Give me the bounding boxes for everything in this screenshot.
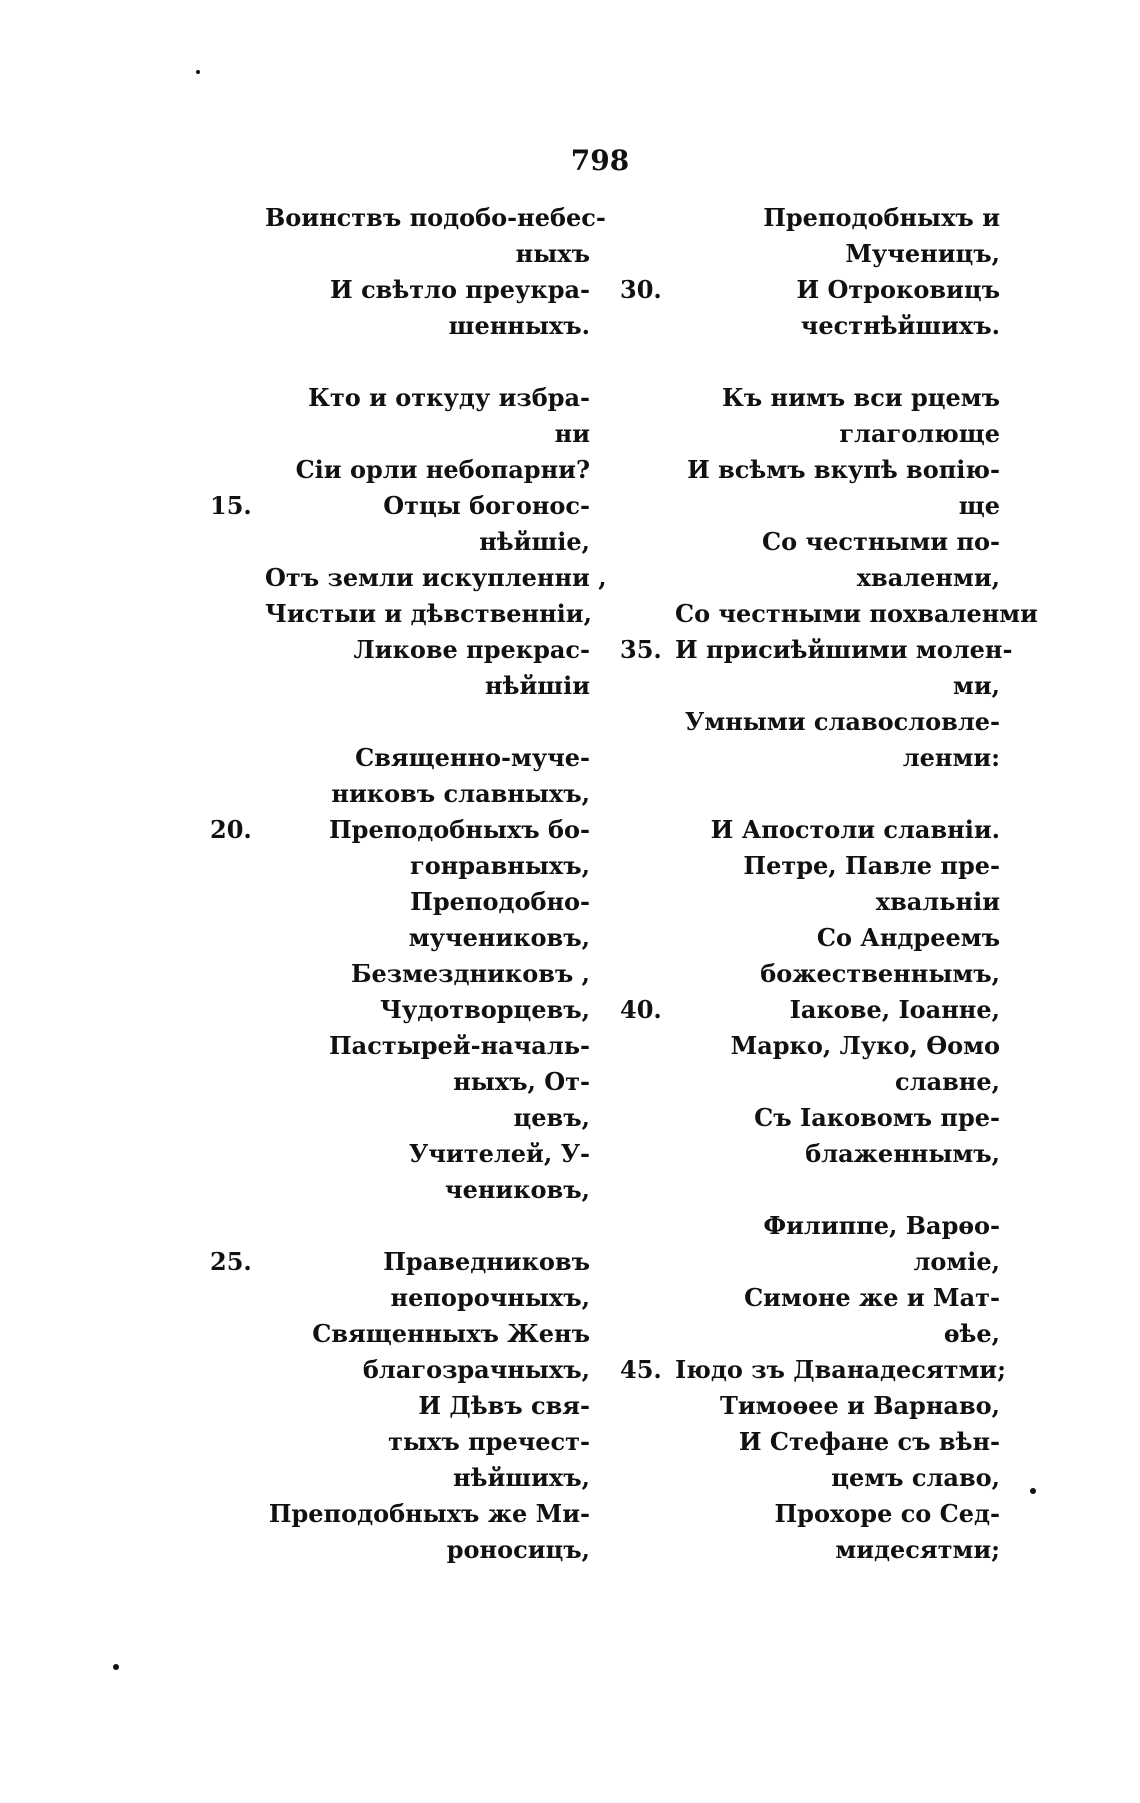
verse-text: честнѣйшихъ. <box>800 311 1000 340</box>
verse-line <box>210 416 590 452</box>
verse-text: Петре, Павле пре- <box>743 851 1000 880</box>
verse-line <box>620 1424 1000 1460</box>
verse-line <box>210 1136 590 1172</box>
verse-line <box>210 776 590 812</box>
verse-line <box>620 920 1000 956</box>
verse-text: ѳѣе, <box>943 1319 1000 1348</box>
verse-text: Симоне же и Мат- <box>744 1283 1000 1312</box>
verse-line <box>210 1532 590 1568</box>
verse-line <box>210 596 590 632</box>
verse-number: 40. <box>620 995 662 1024</box>
ink-speck <box>196 70 200 74</box>
verse-line <box>620 1388 1000 1424</box>
verse-text: Отцы богонос- <box>383 491 590 520</box>
verse-line <box>210 884 590 920</box>
verse-text: никовъ славныхъ, <box>331 779 590 808</box>
verse-line <box>210 1496 590 1532</box>
verse-line <box>620 1532 1000 1568</box>
verse-text: нѣйшіи <box>485 671 590 700</box>
verse-text: ни <box>554 419 590 448</box>
verse-text: мучениковъ, <box>408 923 590 952</box>
verse-line <box>210 200 606 236</box>
verse-line <box>210 1280 590 1316</box>
verse-text: И свѣтло преукра- <box>330 275 590 304</box>
verse-text: Воинствъ подобо-небес- <box>265 203 606 232</box>
verse-line <box>210 992 590 1028</box>
verse-line <box>210 1208 590 1244</box>
verse-line <box>620 596 1038 632</box>
verse-text: цевъ, <box>513 1103 590 1132</box>
verse-line <box>210 956 590 992</box>
verse-text: ныхъ, От- <box>453 1067 590 1096</box>
verse-line <box>620 992 1000 1028</box>
verse-text: ныхъ <box>515 239 590 268</box>
verse-text: И присиѣйшими молен- <box>675 635 1013 664</box>
verse-line <box>620 848 1000 884</box>
verse-text: блаженнымъ, <box>805 1139 1000 1168</box>
verse-line <box>620 1208 1000 1244</box>
verse-line <box>620 1460 1000 1496</box>
verse-text: Учителей, У- <box>408 1139 590 1168</box>
verse-text: Преподобныхъ и <box>763 203 1000 232</box>
verse-text: ще <box>958 491 1000 520</box>
verse-line <box>210 308 590 344</box>
verse-text: Священныхъ Женъ <box>312 1319 590 1348</box>
verse-text: цемъ славо, <box>831 1463 1000 1492</box>
verse-text: Со Андреемъ <box>816 923 1000 952</box>
verse-line <box>620 272 1000 308</box>
verse-line <box>620 632 1013 668</box>
verse-text: ми, <box>952 671 1000 700</box>
verse-line <box>210 488 590 524</box>
verse-text: И Отроковицъ <box>796 275 1000 304</box>
verse-line <box>620 704 1000 740</box>
verse-text: Преподобныхъ бо- <box>329 815 590 844</box>
verse-text: Тимоѳее и Варнаво, <box>720 1391 1000 1420</box>
verse-text: Со честными похваленми <box>675 599 1038 628</box>
verse-text: Преподобно- <box>410 887 590 916</box>
verse-line <box>210 452 590 488</box>
verse-text: Пастырей-началь- <box>329 1031 590 1060</box>
verse-line <box>210 1424 590 1460</box>
verse-line <box>620 1136 1000 1172</box>
verse-text: И всѣмъ вкупѣ вопію- <box>687 455 1000 484</box>
verse-text: Съ Іаковомъ пре- <box>754 1103 1000 1132</box>
verse-line <box>620 1244 1000 1280</box>
verse-line <box>210 524 590 560</box>
verse-text: Чудотворцевъ, <box>379 995 590 1024</box>
verse-line <box>210 1460 590 1496</box>
verse-line <box>210 740 590 776</box>
verse-text: глаголюще <box>839 419 1000 448</box>
verse-text: нѣйшихъ, <box>453 1463 590 1492</box>
verse-line <box>620 380 1000 416</box>
verse-text: ломіе, <box>913 1247 1000 1276</box>
verse-line <box>210 380 590 416</box>
verse-text: Прохоре со Сед- <box>774 1499 1000 1528</box>
verse-text: Іюдо зъ Дванадесятми; <box>675 1355 1006 1384</box>
verse-line <box>620 1280 1000 1316</box>
verse-text: Сіи орли небопарни? <box>295 455 590 484</box>
verse-line <box>620 1496 1000 1532</box>
verse-text: благозрачныхъ, <box>362 1355 590 1384</box>
verse-line <box>210 1172 590 1208</box>
verse-text: Умными славословле- <box>684 707 1000 736</box>
verse-line <box>620 812 1000 848</box>
verse-text: Священно-муче- <box>355 743 590 772</box>
verse-text: Іакове, Іоанне, <box>789 995 1000 1024</box>
verse-line <box>620 1064 1000 1100</box>
verse-line <box>210 1028 590 1064</box>
verse-line <box>620 956 1000 992</box>
verse-text: мидесятми; <box>835 1535 1000 1564</box>
verse-text: И Стефане съ вѣн- <box>738 1427 1000 1456</box>
verse-text: шенныхъ. <box>448 311 590 340</box>
verse-line <box>210 236 590 272</box>
verse-text: Чистыи и дѣвственніи, <box>265 599 592 628</box>
verse-line <box>620 560 1000 596</box>
verse-line <box>620 488 1000 524</box>
right-verse-column <box>620 200 1038 1568</box>
verse-number: 25. <box>210 1247 252 1276</box>
verse-line <box>620 740 1000 776</box>
verse-line <box>620 776 1000 812</box>
verse-line <box>620 452 1000 488</box>
verse-line <box>620 1316 1000 1352</box>
ink-speck <box>1030 1488 1036 1494</box>
verse-text: тыхъ пречест- <box>388 1427 590 1456</box>
verse-number: 35. <box>620 635 662 664</box>
verse-line <box>210 1352 590 1388</box>
verse-line <box>620 1028 1000 1064</box>
verse-text: чениковъ, <box>445 1175 590 1204</box>
verse-text: Мученицъ, <box>845 239 1000 268</box>
ink-speck <box>113 1664 119 1670</box>
verse-line <box>620 344 1000 380</box>
verse-line <box>620 236 1000 272</box>
verse-text: хваленми, <box>856 563 1000 592</box>
verse-text: ленми: <box>902 743 1000 772</box>
verse-line <box>210 1316 590 1352</box>
verse-line <box>210 668 590 704</box>
verse-line <box>620 200 1000 236</box>
verse-text: роносицъ, <box>446 1535 590 1564</box>
left-verse-column <box>210 200 607 1568</box>
verse-text: Филиппе, Варѳо- <box>763 1211 1000 1240</box>
verse-line <box>210 1100 590 1136</box>
verse-number: 15. <box>210 491 252 520</box>
verse-line <box>210 1064 590 1100</box>
verse-text: Отъ земли искупленни , <box>265 563 607 592</box>
verse-text: славне, <box>895 1067 1000 1096</box>
verse-text: Со честными по- <box>762 527 1000 556</box>
verse-text: И Апостоли славніи. <box>710 815 1000 844</box>
verse-line <box>210 704 590 740</box>
verse-text: Марко, Луко, Ѳомо <box>730 1031 1000 1060</box>
verse-text: Къ нимъ вси рцемъ <box>721 383 1000 412</box>
verse-text: хвальніи <box>875 887 1000 916</box>
verse-text: Преподобныхъ же Ми- <box>268 1499 590 1528</box>
verse-text: гонравныхъ, <box>410 851 590 880</box>
verse-text: божественнымъ, <box>760 959 1000 988</box>
verse-line <box>210 560 607 596</box>
verse-line <box>620 1172 1000 1208</box>
verse-text: Ликове прекрас- <box>353 635 590 664</box>
verse-line <box>210 848 590 884</box>
verse-line <box>210 1244 590 1280</box>
verse-text: Праведниковъ <box>383 1247 590 1276</box>
verse-line <box>620 884 1000 920</box>
verse-line <box>620 668 1000 704</box>
verse-number: 30. <box>620 275 662 304</box>
verse-text: Кто и откуду избра- <box>308 383 590 412</box>
verse-line <box>620 416 1000 452</box>
verse-number: 45. <box>620 1355 662 1384</box>
verse-text: Безмездниковъ , <box>350 959 590 988</box>
verse-text: непорочныхъ, <box>390 1283 590 1312</box>
verse-line <box>620 1100 1000 1136</box>
verse-line <box>210 272 590 308</box>
verse-line <box>620 308 1000 344</box>
verse-text: нѣйшіе, <box>479 527 590 556</box>
verse-number: 20. <box>210 815 252 844</box>
verse-line <box>620 524 1000 560</box>
verse-line <box>210 812 590 848</box>
verse-line <box>210 1388 590 1424</box>
verse-line <box>620 1352 1006 1388</box>
verse-text: И Дѣвъ свя- <box>418 1391 590 1420</box>
verse-line <box>210 344 590 380</box>
verse-line <box>210 920 590 956</box>
page-number: 798 <box>570 144 630 177</box>
verse-line <box>210 632 590 668</box>
